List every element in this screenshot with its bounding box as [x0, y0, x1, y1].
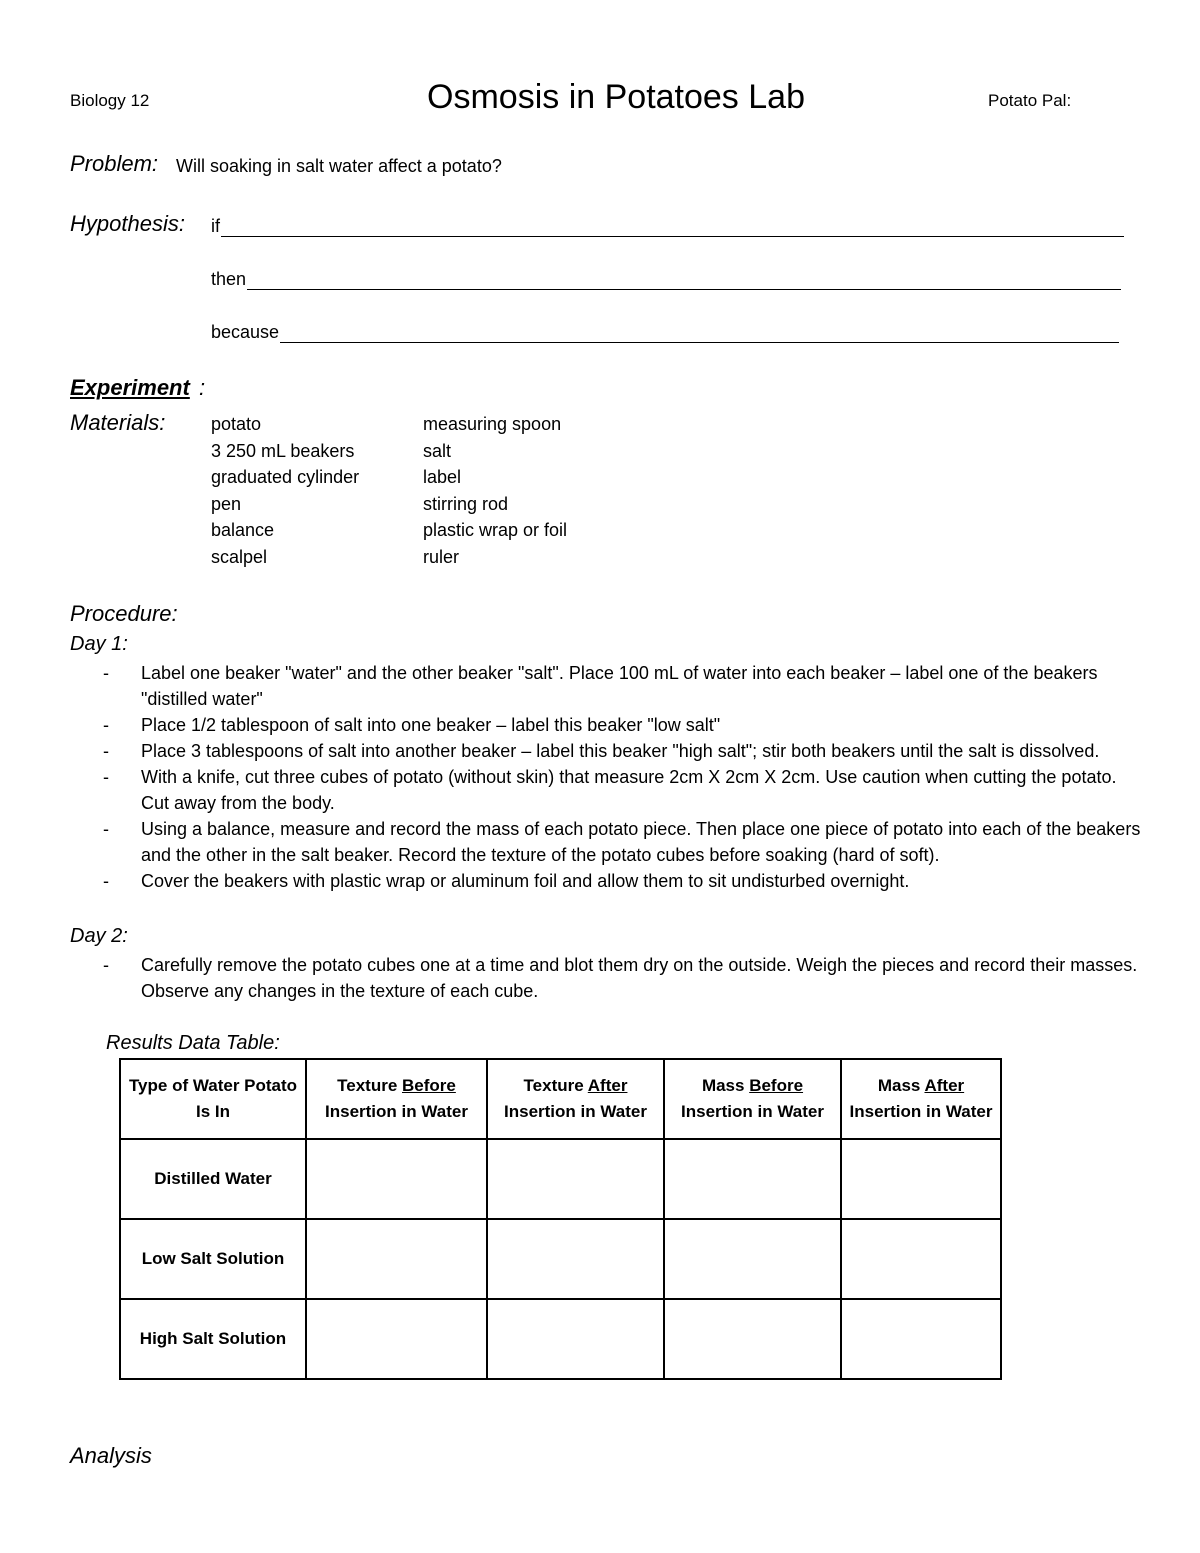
- list-item: [70, 660, 1141, 712]
- header-water-type: Type of Water Potato Is In: [120, 1059, 306, 1139]
- results-table-caption: Results Data Table:: [106, 1032, 280, 1054]
- course-label: Biology 12: [70, 91, 150, 110]
- material-item: scalpel: [211, 546, 268, 567]
- bullet-dash: -: [103, 871, 109, 891]
- table-cell[interactable]: [487, 1139, 664, 1219]
- list-item: [70, 816, 1141, 868]
- material-item: salt: [423, 440, 452, 461]
- hypothesis-if-label: if: [211, 216, 220, 236]
- experiment-colon: :: [199, 375, 206, 400]
- table-row: [120, 1219, 1001, 1299]
- step-text: Place 1/2 tablespoon of salt into one beaker – label this beaker "low salt": [141, 715, 721, 735]
- table-row: [120, 1299, 1001, 1379]
- day2-heading: Day 2:: [70, 925, 128, 947]
- step-text: Using a balance, measure and record the mass of each potato piece. Then place one piece of potato into each of the beakers and the other in the salt beaker. Record the texture of the potato cubes before soaking (hard of soft).: [141, 819, 1141, 865]
- bullet-dash: -: [103, 663, 109, 683]
- hypothesis-then-line[interactable]: [211, 269, 1121, 290]
- procedure-heading: Procedure:: [70, 601, 178, 626]
- materials-column-1: [211, 411, 359, 571]
- partner-label: Potato Pal:: [988, 91, 1072, 110]
- hypothesis-heading: Hypothesis:: [70, 211, 185, 236]
- table-cell[interactable]: [664, 1299, 841, 1379]
- list-item: [70, 952, 1141, 1004]
- day1-steps: [70, 660, 1141, 894]
- row-label-high-salt: High Salt Solution: [120, 1299, 306, 1379]
- problem-heading: Problem:: [70, 151, 159, 176]
- materials-heading: Materials:: [70, 410, 166, 435]
- table-cell[interactable]: [841, 1219, 1001, 1299]
- table-cell[interactable]: [487, 1219, 664, 1299]
- hypothesis-then-blank[interactable]: [247, 273, 1121, 290]
- material-item: stirring rod: [423, 493, 509, 514]
- hypothesis-because-label: because: [211, 322, 280, 342]
- material-item: graduated cylinder: [211, 467, 360, 488]
- step-text: With a knife, cut three cubes of potato (without skin) that measure 2cm X 2cm X 2cm. Use caution when cutting the potato. Cut away from the body.: [141, 767, 1117, 813]
- material-item: label: [423, 467, 462, 488]
- table-header-row: [120, 1059, 1001, 1139]
- hypothesis-then-label: then: [211, 269, 247, 289]
- header-texture-after: Texture After Insertion in Water: [487, 1059, 664, 1139]
- material-item: 3 250 mL beakers: [211, 440, 355, 461]
- problem-text: Will soaking in salt water affect a potato?: [176, 156, 502, 176]
- analysis-heading: Analysis: [70, 1443, 152, 1468]
- experiment-heading: Experiment: [70, 375, 190, 400]
- list-item: [70, 764, 1141, 816]
- header-mass-after: Mass After Insertion in Water: [841, 1059, 1001, 1139]
- bullet-dash: -: [103, 767, 109, 787]
- page-title: Osmosis in Potatoes Lab: [427, 78, 805, 116]
- day1-heading: Day 1:: [70, 633, 128, 655]
- list-item: [70, 868, 1141, 894]
- table-cell[interactable]: [841, 1139, 1001, 1219]
- material-item: ruler: [423, 546, 460, 567]
- header-texture-before: Texture Before Insertion in Water: [306, 1059, 487, 1139]
- bullet-dash: -: [103, 819, 109, 839]
- bullet-dash: -: [103, 955, 109, 975]
- bullet-dash: -: [103, 741, 109, 761]
- material-item: potato: [211, 414, 262, 434]
- table-cell[interactable]: [664, 1139, 841, 1219]
- list-item: [70, 712, 1141, 738]
- hypothesis-because-blank[interactable]: [280, 326, 1119, 343]
- material-item: balance: [211, 520, 275, 541]
- table-cell[interactable]: [306, 1299, 487, 1379]
- bullet-dash: -: [103, 715, 109, 735]
- material-item: pen: [211, 493, 242, 514]
- step-text: Carefully remove the potato cubes one at a time and blot them dry on the outside. Weigh the pieces and record their masses. Observe any changes in the texture of each cube.: [141, 955, 1138, 1001]
- table-cell[interactable]: [841, 1299, 1001, 1379]
- hypothesis-because-line[interactable]: [211, 322, 1119, 343]
- materials-column-2: [423, 411, 567, 571]
- step-text: Label one beaker "water" and the other beaker "salt". Place 100 mL of water into each beaker – label one of the beakers "distilled water": [141, 663, 1098, 709]
- table-cell[interactable]: [306, 1139, 487, 1219]
- material-item: plastic wrap or foil: [423, 520, 568, 541]
- results-data-table: [119, 1058, 1002, 1380]
- day2-steps: [70, 952, 1141, 1004]
- hypothesis-if-blank[interactable]: [221, 220, 1124, 237]
- row-label-distilled: Distilled Water: [120, 1139, 306, 1219]
- row-label-low-salt: Low Salt Solution: [120, 1219, 306, 1299]
- table-cell[interactable]: [664, 1219, 841, 1299]
- step-text: Cover the beakers with plastic wrap or aluminum foil and allow them to sit undisturbed overnight.: [141, 871, 910, 891]
- table-cell[interactable]: [487, 1299, 664, 1379]
- table-cell[interactable]: [306, 1219, 487, 1299]
- header-mass-before: Mass Before Insertion in Water: [664, 1059, 841, 1139]
- list-item: [70, 738, 1141, 764]
- table-row: [120, 1139, 1001, 1219]
- material-item: measuring spoon: [423, 414, 562, 434]
- step-text: Place 3 tablespoons of salt into another beaker – label this beaker "high salt"; stir both beakers until the salt is dissolved.: [141, 741, 1100, 761]
- hypothesis-if-line[interactable]: [211, 216, 1124, 237]
